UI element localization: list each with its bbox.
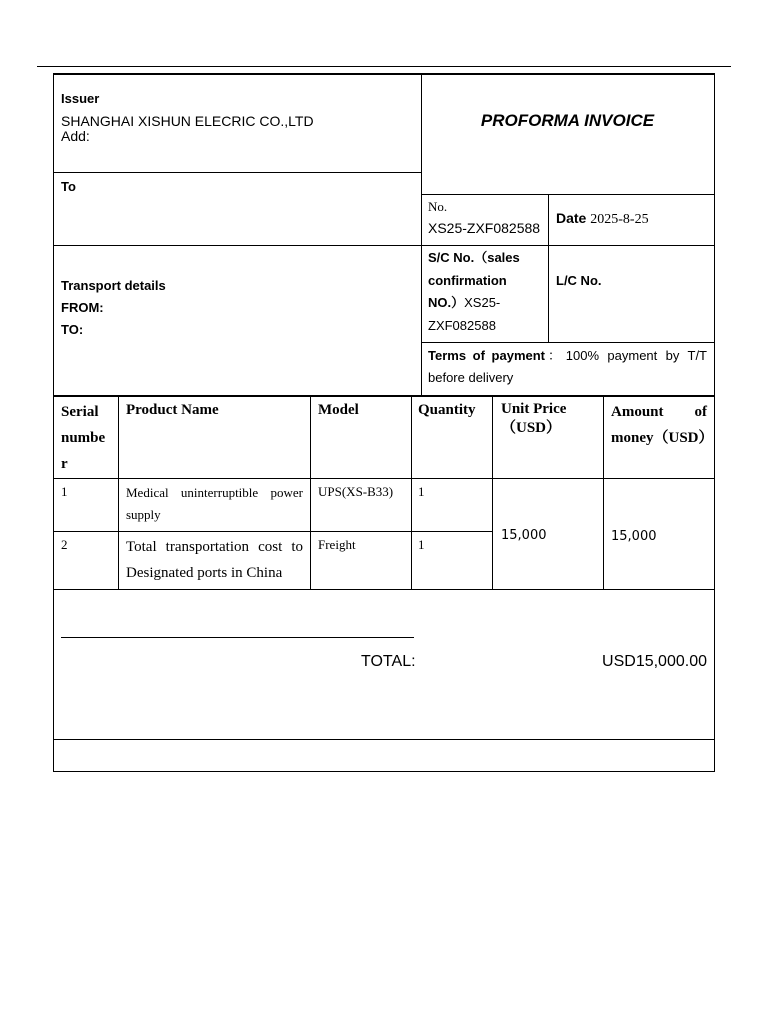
page-title: PROFORMA INVOICE [480,111,655,130]
sc-line3 [428,292,500,314]
header-unit-price-line: （USD） [501,420,562,436]
header-amount-word: of [694,404,707,420]
row1-model: UPS(XS-B33) [318,484,394,499]
row1-product-line: Medical uninterruptible power [126,485,303,500]
divider [54,739,714,740]
divider [310,396,311,590]
header-serial [61,399,105,477]
invoice-no-label: No. [428,199,448,214]
row1-product [126,482,303,526]
sc-line3-label: NO.） [428,295,465,310]
sc-line4: ZXF082588 [428,318,496,333]
date-field [556,210,649,228]
transport-to-label: TO: [61,322,84,337]
header-product: Product Name [126,402,219,418]
signature-line [61,637,414,638]
header-unit-price-line: Unit Price [501,401,567,417]
sc-line3-value: XS25- [464,295,501,310]
terms-value-line1: ：100% payment by T/T [548,348,707,363]
header-model: Model [318,402,359,418]
sc-line2: confirmation [428,273,507,288]
divider [118,396,119,590]
divider [548,194,549,342]
total-value: USD15,000.00 [602,653,707,670]
divider [492,396,493,590]
divider [54,172,421,173]
header-quantity: Quantity [418,402,476,418]
header-amount-line2: money（USD） [611,430,714,446]
divider [54,478,714,479]
row2-model: Freight [318,537,356,552]
divider [54,245,714,246]
divider [54,589,714,590]
row2-product [126,534,303,586]
unit-price-value: 15,000 [501,528,547,543]
header-amount [611,399,714,451]
invoice-no-value: XS25-ZXF082588 [428,220,541,236]
terms-value-line2: before delivery [428,370,514,385]
terms-label: Terms of payment [428,348,546,363]
header-serial-line: Serial [61,404,99,420]
issuer-address-label: Add: [61,128,90,144]
divider [603,396,604,590]
total-label: TOTAL: [361,653,416,670]
lc-label: L/C No. [556,273,602,288]
transport-from-label: FROM: [61,300,104,315]
divider [411,396,412,590]
divider [421,194,714,195]
sc-line1: S/C No.（sales [428,250,520,265]
divider [54,395,714,397]
date-label: Date [556,210,587,226]
header-serial-line: r [61,456,68,472]
transport-label: Transport details [61,278,166,293]
row2-serial: 2 [61,537,68,552]
row1-product-line: supply [126,507,161,522]
amount-value: 15,000 [611,529,657,544]
header-amount-line1 [611,399,707,425]
row2-product-line: Designated ports in China [126,565,283,581]
issuer-label: Issuer [61,91,100,106]
divider [421,342,714,343]
date-value: 2025-8-25 [590,212,649,227]
header-amount-word: Amount [611,404,664,420]
row1-serial: 1 [61,484,68,499]
row1-quantity: 1 [418,484,425,499]
issuer-company: SHANGHAI XISHUN ELECRIC CO.,LTD [61,113,314,129]
row2-product-line: Total transportation cost to [126,539,303,555]
header-unit-price [501,400,566,438]
terms-line1 [428,345,707,367]
header-serial-line: numbe [61,430,106,446]
row2-quantity: 1 [418,537,425,552]
top-rule [37,66,731,67]
to-label: To [61,179,76,194]
divider [54,531,492,532]
